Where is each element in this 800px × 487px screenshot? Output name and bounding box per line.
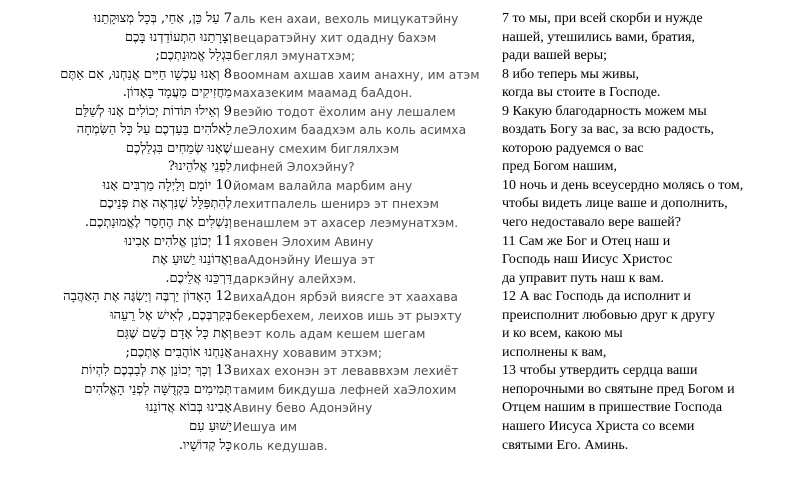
hebrew-line: יֵשׁוּעַ עִם (189, 419, 232, 435)
russian-line: непорочными во святыне пред Богом и (502, 381, 735, 397)
hebrew-line: 9 וְאֵילוּ תּוֹדוֹת יְכוֹלִים אָנוּ לְשַׁלֵּם (74, 103, 232, 119)
transliteration-line: Авину бево Адонэйну (233, 401, 373, 416)
hebrew-column (52, 10, 232, 455)
transliteration-line: шеану смехим биглялхэм (233, 141, 400, 156)
russian-line: и ко всем, какою мы (502, 326, 623, 342)
hebrew-line: בִּגְלַל אֱמוּנַתְכֶם; (155, 48, 232, 64)
transliteration-line: аль кен ахаи, вехоль мицукатэйну (233, 12, 459, 26)
transliteration-line: махазеким маамад баАдон. (233, 86, 413, 101)
transliteration-line: йомам валайла марбим ану (233, 178, 413, 193)
russian-line: 11 Сам же Бог и Отец наш и (502, 233, 671, 249)
hebrew-line: לֵאלֹהִים בַּעַדְכֶם עַל כָּל הַשִּׂמְחָה (76, 122, 232, 138)
hebrew-line: 12 הָאָדוֹן יַרְבֶּה וְיַשְׂגֶּה אֶת הָאַהֲבָה (63, 289, 232, 305)
transliteration-line: ваАдонэйну Иешуа эт (233, 253, 375, 268)
transliteration-line: веэт коль адам кешем шегам (233, 327, 426, 342)
transliteration-line: венашлем эт ахасер леэмунатхэм. (233, 216, 459, 231)
transliteration-line: лифней Элохэйну? (233, 160, 355, 175)
russian-line: 13 чтобы утвердить сердца ваши (502, 363, 698, 379)
hebrew-line: אָבִינוּ בְּבוֹא אֲדוֹנֵנוּ (145, 400, 232, 416)
hebrew-line: לִפְנֵי אֱלֹהֵינוּ? (168, 159, 232, 175)
transliteration-line: бекербехем, леихов ишь эт рыэхту (233, 308, 462, 323)
russian-line: святыми Его. Аминь. (502, 437, 629, 453)
hebrew-line: בְּקִרְבְּכֶם, לְאִישׁ אֶל רֵעֵהוּ (110, 307, 232, 323)
transliteration-line: яховен Элохим Авину (233, 234, 374, 249)
hebrew-line: 8 וְאָנוּ עַכְשָׁו חַיִּים אֲנַחְנוּ, אִם אַתֶּם (60, 66, 232, 82)
hebrew-line: וְנַשְׁלִים אֶת הֶחָסֵר לֶאֱמוּנַתְכֶם. (84, 215, 232, 231)
transliteration-line: леЭлохим баадхэм аль коль асимха (233, 123, 467, 138)
hebrew-line: דַּרְכֵּנוּ אֲלֵיכֶם. (165, 270, 232, 286)
hebrew-line: וַאֲדוֹנֵנוּ יֵשׁוּעַ אֶת (152, 252, 232, 268)
russian-line: Господь наш Иисус Христос (502, 252, 673, 268)
russian-line: преисполнит любовью друг к другу (502, 307, 715, 323)
transliteration-line: вецаратэйну хит одадну бахэм (233, 30, 437, 45)
hebrew-line: 11 יְכוֹנֵן אֱלֹהִים אָבִינוּ (124, 233, 232, 249)
transliteration-line: беглял эмунатхэм; (233, 49, 356, 64)
hebrew-line: כָּל קְדוֹשָׁיו. (178, 437, 232, 453)
russian-line: нашего Иисуса Христа со всеми (502, 419, 695, 435)
hebrew-line: 10 יוֹמָם וָלַיְלָה מַרְבִּים אָנוּ (102, 177, 232, 193)
transliteration-line: даркэйну алейхэм. (233, 271, 357, 286)
russian-line: пред Богом нашим, (502, 159, 618, 175)
hebrew-line: אֲנַחְנוּ אוֹהֲבִים אֶתְכֶם; (125, 344, 232, 360)
hebrew-line: שֶׁאָנוּ שְׂמֵחִים בִּגְלַלְכֶם (125, 140, 232, 156)
russian-line: ради вашей веры; (502, 48, 607, 64)
russian-line: исполнены к вам, (502, 344, 607, 360)
russian-line: когда вы стоите в Господе. (502, 85, 661, 101)
russian-line: чего недоставало вере вашей? (502, 215, 681, 231)
transliteration-line: Иешуа им (233, 420, 298, 435)
transliteration-line: коль кедушав. (233, 438, 328, 453)
hebrew-line: וְצָרָתֵנוּ הִתְעוֹדַדְנוּ בָּכֶם (124, 29, 232, 45)
transliteration-column (233, 10, 488, 455)
russian-column (502, 10, 797, 455)
russian-line: 9 Какую благодарность можем мы (502, 103, 707, 119)
transliteration-line: воомнам ахшав хаим анахну, им атэм (233, 67, 480, 82)
russian-line: Отцем нашим в пришествие Господа (502, 400, 723, 416)
transliteration-line: вихаАдон ярбэй виясге эт хаахава (233, 290, 458, 305)
russian-line: воздать Богу за вас, за всю радость, (502, 122, 714, 138)
hebrew-line: לְהִתְפַּלֵּל שֶׁנִּרְאֶה אֶת פְּנֵיכֶם (99, 196, 232, 212)
russian-line: да управит путь наш к вам. (502, 270, 665, 286)
russian-line: нашей, утешились вами, братия, (502, 29, 695, 45)
hebrew-line: מַחֲזִיקִים מַעֲמָד בָּאָדוֹן. (122, 85, 232, 101)
hebrew-line: 7 עַל כֵּן, אַחַי, בְּכָל מְצוּקָתֵנוּ (93, 11, 232, 26)
russian-line: 10 ночь и день всеусердно молясь о том, (502, 177, 744, 193)
russian-line: 7 то мы, при всей скорби и нужде (502, 11, 703, 26)
russian-line: чтобы видеть лице ваше и дополнить, (502, 196, 728, 212)
russian-line: 12 А вас Господь да исполнит и (502, 289, 691, 305)
transliteration-line: веэйю тодот ёхолим ану лешалем (233, 104, 456, 119)
hebrew-line: 13 וְכָךְ יְכוֹנֵן אֶת לְבַבְכֶם לִהְיוֹת (81, 363, 232, 379)
transliteration-line: лехитпалель шенирэ эт пнехэм (233, 197, 439, 212)
transliteration-line: тамим бикдуша лефней хаЭлохим (233, 382, 457, 397)
hebrew-line: תְּמִימִים בִּקְדֻשָּׁה לִפְנֵי הָאֱלֹהִים (84, 381, 232, 397)
transliteration-line: вихах ехонэн эт леваввхэм лехиёт (233, 364, 459, 379)
transliteration-line: анахну ховавим этхэм; (233, 345, 382, 360)
russian-line: 8 ибо теперь мы живы, (502, 66, 639, 82)
russian-line: которою радуемся о вас (502, 140, 644, 156)
hebrew-line: וְאֶת כָּל אָדָם כְּשֵׁם שֶׁגַּם (116, 326, 232, 342)
